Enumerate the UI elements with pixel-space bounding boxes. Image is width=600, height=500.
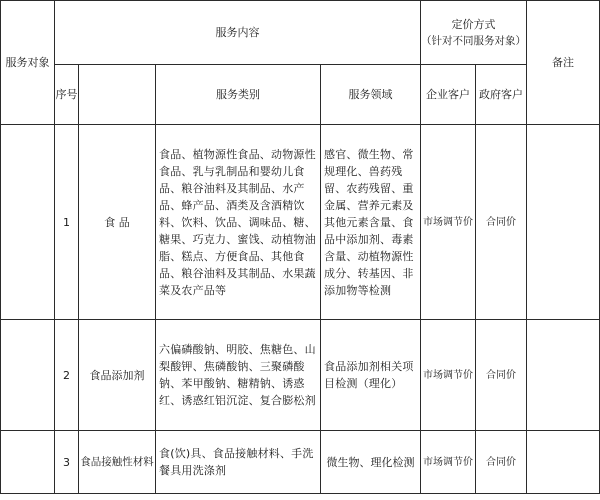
row-2-field: 食品添加剂相关项目检测（理化） xyxy=(324,360,414,390)
row-2-category: 六偏磷酸钠、明胶、焦糖色、山梨酸钾、焦磷酸钠、三聚磷酸钠、苯甲酸钠、糖精钠、诱惑红、诱惑红铝沉淀、复合膨松剂 xyxy=(159,343,316,407)
row-3-name: 食品接触性材料 xyxy=(80,455,154,468)
row-2-name: 食品添加剂 xyxy=(89,368,145,382)
header-no: 序号 xyxy=(55,88,78,101)
header-pricing-title: 定价方式 xyxy=(451,17,496,31)
row-3-government: 合同价 xyxy=(486,456,516,468)
row-1-category: 食品、植物源性食品、动物源性食品、乳与乳制品和婴幼儿食品、粮谷油料及其制品、水产品、蜂产品、酒类及含酒精饮料、饮料、饮品、调味品、糖、糖果、巧克力、蜜饯、动植物油脂、糕点、方便食品、其他食品、粮谷油料及其制品、水果蔬菜及农产品等 xyxy=(159,147,316,297)
header-service-object: 服务对象 xyxy=(5,56,50,69)
header-remarks: 备注 xyxy=(552,56,574,69)
header-service-content: 服务内容 xyxy=(215,26,260,39)
header-pricing xyxy=(421,1,526,64)
header-government: 政府客户 xyxy=(479,88,523,101)
row-1-no: 1 xyxy=(63,215,70,229)
row-3-category: 食(饮)具、食品接触材料、手洗餐具用洗涤剂 xyxy=(159,447,314,477)
row-1-enterprise: 市场调节价 xyxy=(423,216,473,228)
header-category: 服务类别 xyxy=(216,88,260,101)
row-2-no: 2 xyxy=(63,368,70,382)
header-enterprise: 企业客户 xyxy=(426,88,470,101)
row-3-no: 3 xyxy=(63,455,70,469)
table-bottom-border xyxy=(0,493,600,494)
row-2-enterprise: 市场调节价 xyxy=(423,369,473,381)
row-1-government: 合同价 xyxy=(486,216,516,228)
row-1-field: 感官、微生物、常规理化、兽药残留、农药残留、重金属、营养元素及其他元素含量、食品中添加剂、毒素含量、动植物源性成分、转基因、非添加物等检测 xyxy=(324,147,414,297)
row-3-field: 微生物、理化检测 xyxy=(326,455,415,469)
row-3-enterprise: 市场调节价 xyxy=(423,456,473,468)
header-pricing-note: （针对不同服务对象） xyxy=(421,34,526,47)
header-field: 服务领域 xyxy=(348,88,393,101)
row-1-name: 食 品 xyxy=(104,215,130,229)
row-2-government: 合同价 xyxy=(486,369,516,381)
